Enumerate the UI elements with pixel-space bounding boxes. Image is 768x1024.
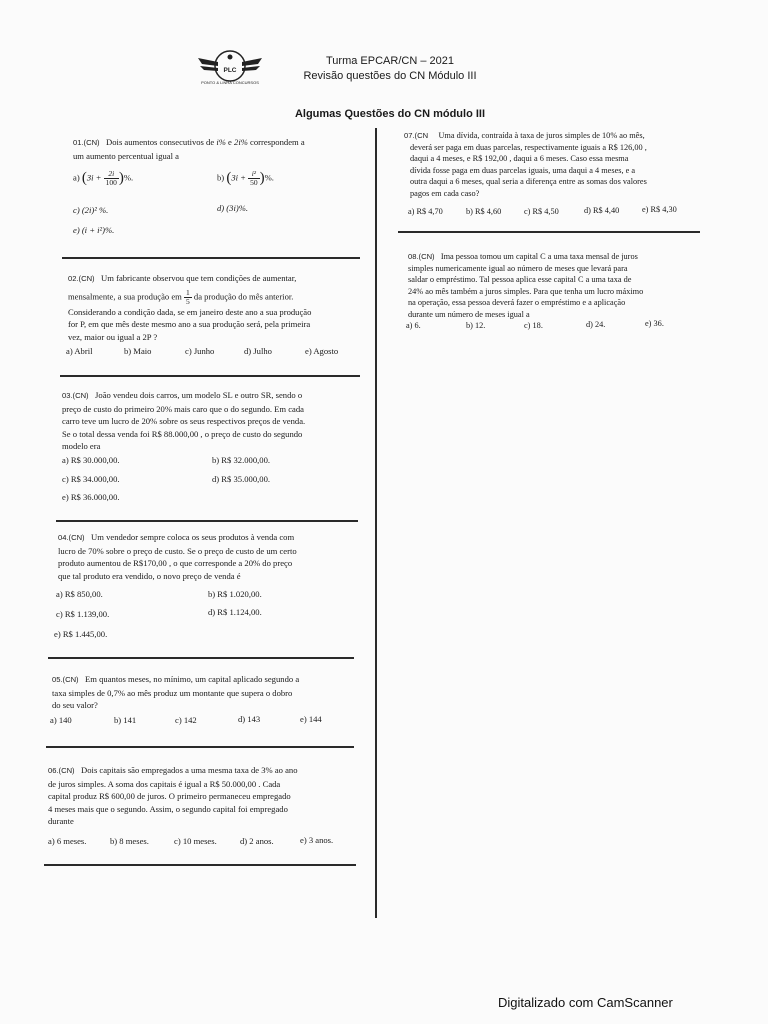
column-divider xyxy=(375,128,377,918)
header-line-2: Revisão questões do CN Módulo III xyxy=(303,70,477,82)
option-c: c) Junho xyxy=(185,346,215,356)
question-8: 08.(CN) Ima pessoa tomou um capital C a uma taxa mensal de juros simples numericamente igual ao número de meses que levará para saldar o empréstimo. Tal pessoa aplica esse capital C a uma taxa de 24% ao mês também a juros simples. Para que tenha um lucro máximo na operação, essa pessoa deverá fazer o empréstimo e a aplicação durante um número de meses igual a xyxy=(408,252,644,319)
option-d: d) (3i)%. xyxy=(217,203,249,213)
option-e: e) 3 anos. xyxy=(300,835,334,845)
question-1: 01.(CN) Dois aumentos consecutivos de i% e 2i% correspondem a um aumento percentual igual a xyxy=(73,137,305,161)
option-b: b) (3i + $\frac{\text{i²}}{50}$ )%. xyxy=(217,169,274,187)
section-title: Algumas Questões do CN módulo III xyxy=(294,108,486,120)
option-e: e) (i + i²)%. xyxy=(73,225,115,235)
option-d: d) 2 anos. xyxy=(240,836,274,846)
divider xyxy=(398,231,700,233)
option-b: b) R$ 32.000,00. xyxy=(212,455,271,465)
header-line-1: Turma EPCAR/CN – 2021 xyxy=(326,55,454,67)
logo-text: PLC xyxy=(223,67,237,74)
option-c: c) R$ 34.000,00. xyxy=(62,474,120,484)
option-c: c) 10 meses. xyxy=(174,836,217,846)
logo-subtext: PONTO & LINHA CONCURSOS xyxy=(201,80,259,85)
option-d: d) 143 xyxy=(238,714,261,724)
option-d: d) R$ 1.124,00. xyxy=(208,607,262,617)
option-a: a) R$ 850,00. xyxy=(56,589,103,599)
option-a: a) 6. xyxy=(406,321,421,330)
divider xyxy=(60,375,360,377)
option-b: b) R$ 4,60 xyxy=(466,207,502,216)
scanner-watermark: Digitalizado com CamScanner xyxy=(498,995,673,1010)
question-4: 04.(CN) Um vendedor sempre coloca os seus produtos à venda com lucro de 70% sobre o preço de custo. Se o preço de custo de um certo produto aumentou de R$170,00 , o que corresponde a 20% do preço que tal produto era vendido, o novo preço de venda é xyxy=(58,532,297,581)
option-e: e) R$ 1.445,00. xyxy=(54,629,108,639)
option-e: e) Agosto xyxy=(305,346,339,356)
divider xyxy=(44,864,356,866)
option-c: c) R$ 4,50 xyxy=(524,207,559,216)
option-d: d) Julho xyxy=(244,346,272,356)
option-e: e) R$ 4,30 xyxy=(642,205,677,214)
option-b: b) Maio xyxy=(124,346,152,356)
divider xyxy=(62,257,360,259)
option-a: a) 6 meses. xyxy=(48,836,87,846)
option-d: d) 24. xyxy=(586,320,606,329)
option-b: b) R$ 1.020,00. xyxy=(208,589,262,599)
question-6: 06.(CN) Dois capitais são empregados a uma mesma taxa de 3% ao ano de juros simples. A soma dos capitais é igual a R$ 50.000,00 . Cada capital produz R$ 600,00 de juros. O primeiro permaneceu empregado 4 meses mais que o segundo. Assim, o segundo capital foi empregado durante xyxy=(48,765,298,826)
option-e: e) R$ 36.000,00. xyxy=(62,492,120,502)
option-c: c) (2i)² %. xyxy=(73,205,109,215)
option-b: b) 12. xyxy=(466,321,486,330)
option-c: c) R$ 1.139,00. xyxy=(56,609,110,619)
option-d: d) R$ 4,40 xyxy=(584,206,620,215)
option-d: d) R$ 35.000,00. xyxy=(212,474,271,484)
divider xyxy=(48,657,354,659)
option-e: e) 144 xyxy=(300,714,322,724)
divider xyxy=(56,520,358,522)
option-a: a) (3i + $\frac{2i}{100}$ )%. xyxy=(73,169,134,187)
option-c: c) 18. xyxy=(524,321,543,330)
option-a: a) Abril xyxy=(66,346,93,356)
question-2: 02.(CN) Um fabricante observou que tem condições de aumentar, mensalmente, a sua produção em $\frac{1}{5}$ da produção do mês anterior. Considerando a condição dada, se em janeiro deste ano a sua produção for P, em que mês deste mesmo ano a sua produção será, pela primeira vez, maior ou igual a 2P ? xyxy=(68,273,312,342)
question-number: 01.(CN) xyxy=(73,138,100,147)
divider xyxy=(46,746,354,748)
option-b: b) 8 meses. xyxy=(110,836,149,846)
option-a: a) 140 xyxy=(50,715,72,725)
option-b: b) 141 xyxy=(114,715,137,725)
option-e: e) 36. xyxy=(645,319,664,328)
option-a: a) R$ 4,70 xyxy=(408,207,443,216)
question-3: 03.(CN) João vendeu dois carros, um modelo SL e outro SR, sendo o preço de custo do primeiro 20% mais caro que o do segundo. Em cada carro teve um lucro de 20% sobre os seus respectivos preços de venda. Se o total dessa venda foi R$ 88.000,00 , o preço de custo do segundo modelo era xyxy=(62,390,306,451)
question-5: 05.(CN) Em quantos meses, no mínimo, um capital aplicado segundo a taxa simples de 0,7% ao mês produz um montante que supera o dobro do seu valor? xyxy=(52,674,300,710)
option-c: c) 142 xyxy=(175,715,197,725)
option-a: a) R$ 30.000,00. xyxy=(62,455,120,465)
question-7: 07.(CN Uma dívida, contraída à taxa de juros simples de 10% ao mês, deverá ser paga em duas parcelas, respectivamente iguais a R$ 126,00 , daqui a 4 meses, e R$ 192,00 , daqui a 6 meses. Caso essa mesma dívida fosse paga em duas parcelas iguais, uma daqui a 4 meses, e a outra daqui a 6 meses, qual seria a diferença entre as somas dos valores pagos em cada caso? xyxy=(404,131,647,198)
